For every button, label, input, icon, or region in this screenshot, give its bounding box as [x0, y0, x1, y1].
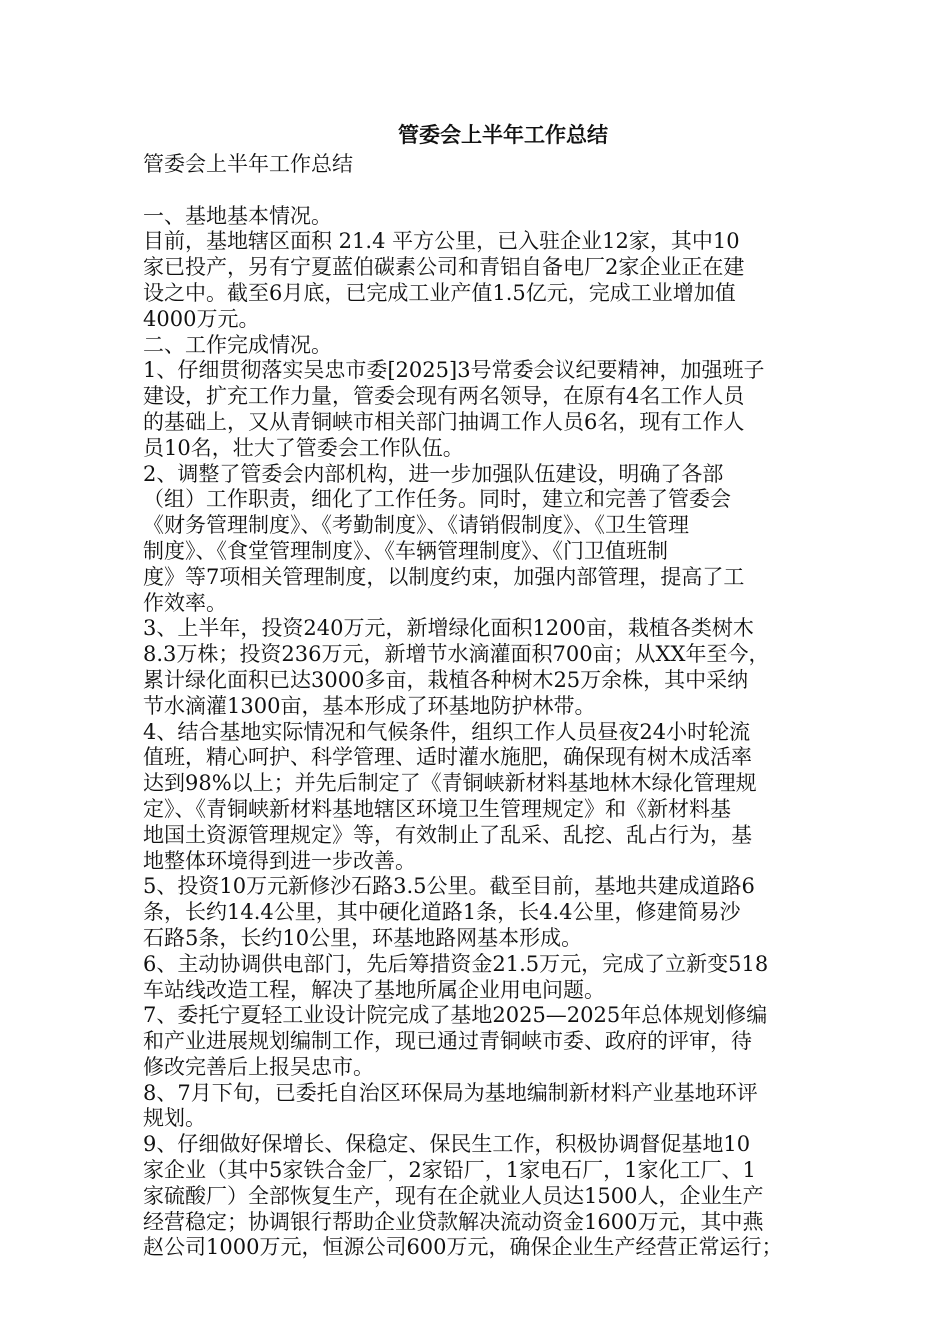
- body-line: 《财务管理制度》、《考勤制度》、《请销假制度》、《卫生管理: [143, 513, 689, 538]
- body-line: 4000万元。: [143, 306, 260, 331]
- body-line: 一、基地基本情况。: [143, 203, 332, 228]
- body-line: 制度》、《食堂管理制度》、《车辆管理制度》、《门卫值班制: [143, 538, 668, 563]
- body-line: 员10名，壮大了管委会工作队伍。: [143, 435, 464, 460]
- body-line: 2、调整了管委会内部机构，进一步加强队伍建设，明确了各部: [143, 461, 724, 486]
- blank-line: [143, 178, 813, 204]
- body-line: 累计绿化面积已达3000多亩，栽植各种树木25万余株，其中采纳: [143, 667, 749, 692]
- body-line: 值班，精心呵护、科学管理、适时灌水施肥，确保现有树木成活率: [143, 745, 752, 770]
- body-line: 规划。: [143, 1106, 206, 1131]
- body-line: 二、工作完成情况。: [143, 332, 332, 357]
- body-line: 4、结合基地实际情况和气候条件，组织工作人员昼夜24小时轮流: [143, 719, 751, 744]
- body-line: 度》等7项相关管理制度，以制度约束，加强内部管理，提高了工: [143, 564, 745, 589]
- body-line: 家已投产，另有宁夏蓝伯碳素公司和青铝自备电厂2家企业正在建: [143, 255, 745, 280]
- body-line: 9、仔细做好保增长、保稳定、保民生工作，积极协调督促基地10: [143, 1132, 751, 1157]
- body-line: 地国土资源管理规定》等，有效制止了乱采、乱挖、乱占行为，基: [143, 822, 752, 847]
- body-line: 家企业（其中5家铁合金厂，2家铅厂，1家电石厂，1家化工厂、1: [143, 1158, 756, 1183]
- body-line: 赵公司1000万元，恒源公司600万元，确保企业生产经营正常运行；: [143, 1235, 783, 1260]
- body-line: 7、委托宁夏轻工业设计院完成了基地2025—2025年总体规划修编: [143, 1003, 768, 1028]
- body-line: 3、上半年，投资240万元，新增绿化面积1200亩，栽植各类树木: [143, 616, 754, 641]
- body-line: 经营稳定；协调银行帮助企业贷款解决流动资金1600万元，其中燕: [143, 1209, 764, 1234]
- body-line: 和产业进展规划编制工作，现已通过青铜峡市委、政府的评审，待: [143, 1029, 752, 1054]
- body-line: 节水滴灌1300亩，基本形成了环基地防护林带。: [143, 693, 596, 718]
- body-line: 8.3万株；投资236万元，新增节水滴灌面积700亩；从XX年至今，: [143, 642, 770, 667]
- document-subtitle: 管委会上半年工作总结: [143, 152, 353, 176]
- document-body: [143, 204, 813, 1262]
- body-line: 地整体环境得到进一步改善。: [143, 848, 416, 873]
- body-line: 石路5条，长约10公里，环基地路网基本形成。: [143, 925, 583, 950]
- body-line: 设之中。截至6月底，已完成工业产值1.5亿元，完成工业增加值: [143, 280, 736, 305]
- body-line: 6、主动协调供电部门，先后筹措资金21.5万元，完成了立新变518: [143, 951, 769, 976]
- body-line: （组）工作职责，细化了工作任务。同时，建立和完善了管委会: [143, 487, 731, 512]
- body-line: 8、7月下旬，已委托自治区环保局为基地编制新材料产业基地环评: [143, 1080, 758, 1105]
- body-line: 5、投资10万元新修沙石路3.5公里。截至目前，基地共建成道路6: [143, 874, 755, 899]
- body-line: 达到98%以上；并先后制定了《青铜峡新材料基地林木绿化管理规: [143, 771, 757, 796]
- body-line: 作效率。: [143, 590, 227, 615]
- body-line: 定》、《青铜峡新材料基地辖区环境卫生管理规定》和《新材料基: [143, 796, 731, 821]
- body-line: 家硫酸厂）全部恢复生产，现有在企就业人员达1500人，企业生产: [143, 1183, 764, 1208]
- document-title: 管委会上半年工作总结: [398, 123, 608, 147]
- body-line: 建设，扩充工作力量，管委会现有两名领导，在原有4名工作人员: [143, 384, 745, 409]
- document-page: [143, 118, 813, 1261]
- body-line: 条，长约14.4公里，其中硬化道路1条，长4.4公里，修建简易沙: [143, 900, 741, 925]
- body-line: 车站线改造工程，解决了基地所属企业用电问题。: [143, 977, 605, 1002]
- body-line: 1、仔细贯彻落实吴忠市委[2025]3号常委会议纪要精神，加强班子: [143, 358, 765, 383]
- body-line: 目前，基地辖区面积 21.4 平方公里，已入驻企业12家，其中10: [143, 229, 740, 254]
- body-line: 的基础上，又从青铜峡市相关部门抽调工作人员6名，现有工作人: [143, 409, 745, 434]
- body-line: 修改完善后上报吴忠市。: [143, 1054, 374, 1079]
